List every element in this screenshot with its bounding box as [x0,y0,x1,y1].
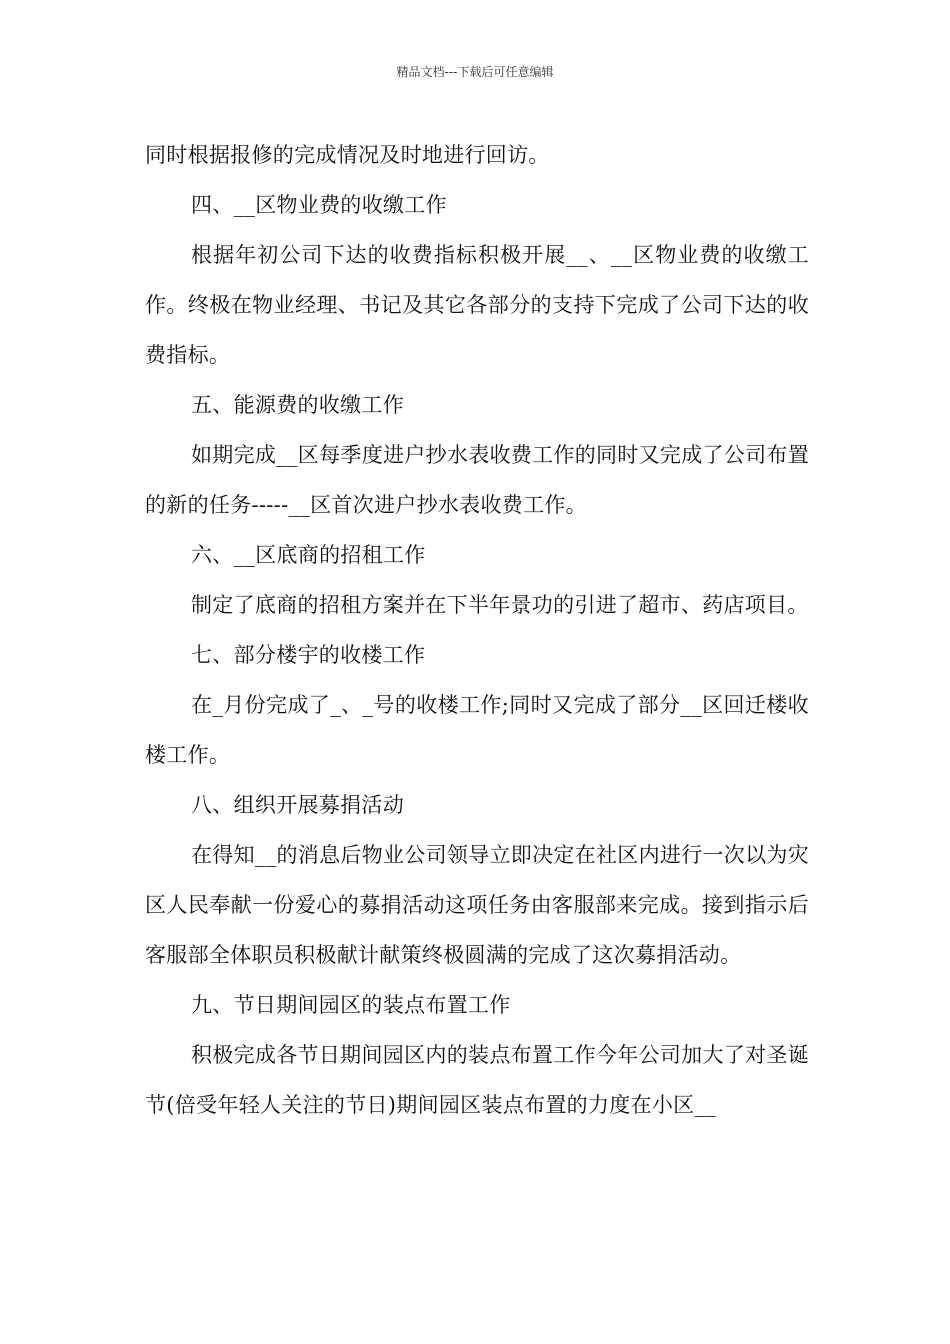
section-heading-5: 五、能源费的收缴工作 [191,393,404,417]
page-header: 精品文档---下载后可任意编辑 [396,65,554,79]
section-heading-7: 七、部分楼宇的收楼工作 [191,643,426,667]
section-heading-4: 四、__区物业费的收缴工作 [191,193,447,217]
paragraph-leasing: 制定了底商的招租方案并在下半年景功的引进了超市、药店项目。 [191,593,809,617]
section-heading-8: 八、组织开展募捐活动 [191,793,404,817]
section-heading-9: 九、节日期间园区的装点布置工作 [191,993,511,1017]
paragraph-energy-fee: 如期完成__区每季度进户抄水表收费工作的同时又完成了公司布置的新的任务-----__区首次进户抄水表收费工作。 [145,443,809,517]
paragraph-fee-collection: 根据年初公司下达的收费指标积极开展__、__区物业费的收缴工作。终极在物业经理、书记及其它各部分的支持下完成了公司下达的收费指标。 [145,243,809,367]
paragraph-continuation: 同时根据报修的完成情况及时地进行回访。 [145,143,550,167]
paragraph-decoration: 积极完成各节日期间园区内的装点布置工作今年公司加大了对圣诞节(倍受年轻人关注的节日)期间园区装点布置的力度在小区__ [145,1043,809,1117]
document-body [145,130,809,1130]
paragraph-donation: 在得知__的消息后物业公司领导立即决定在社区内进行一次以为灾区人民奉献一份爱心的募捐活动这项任务由客服部来完成。接到指示后客服部全体职员积极献计献策终极圆满的完成了这次募捐活动。 [145,843,809,967]
paragraph-handover: 在_月份完成了_、_号的收楼工作;同时又完成了部分__区回迁楼收楼工作。 [145,693,809,767]
section-heading-6: 六、__区底商的招租工作 [191,543,426,567]
